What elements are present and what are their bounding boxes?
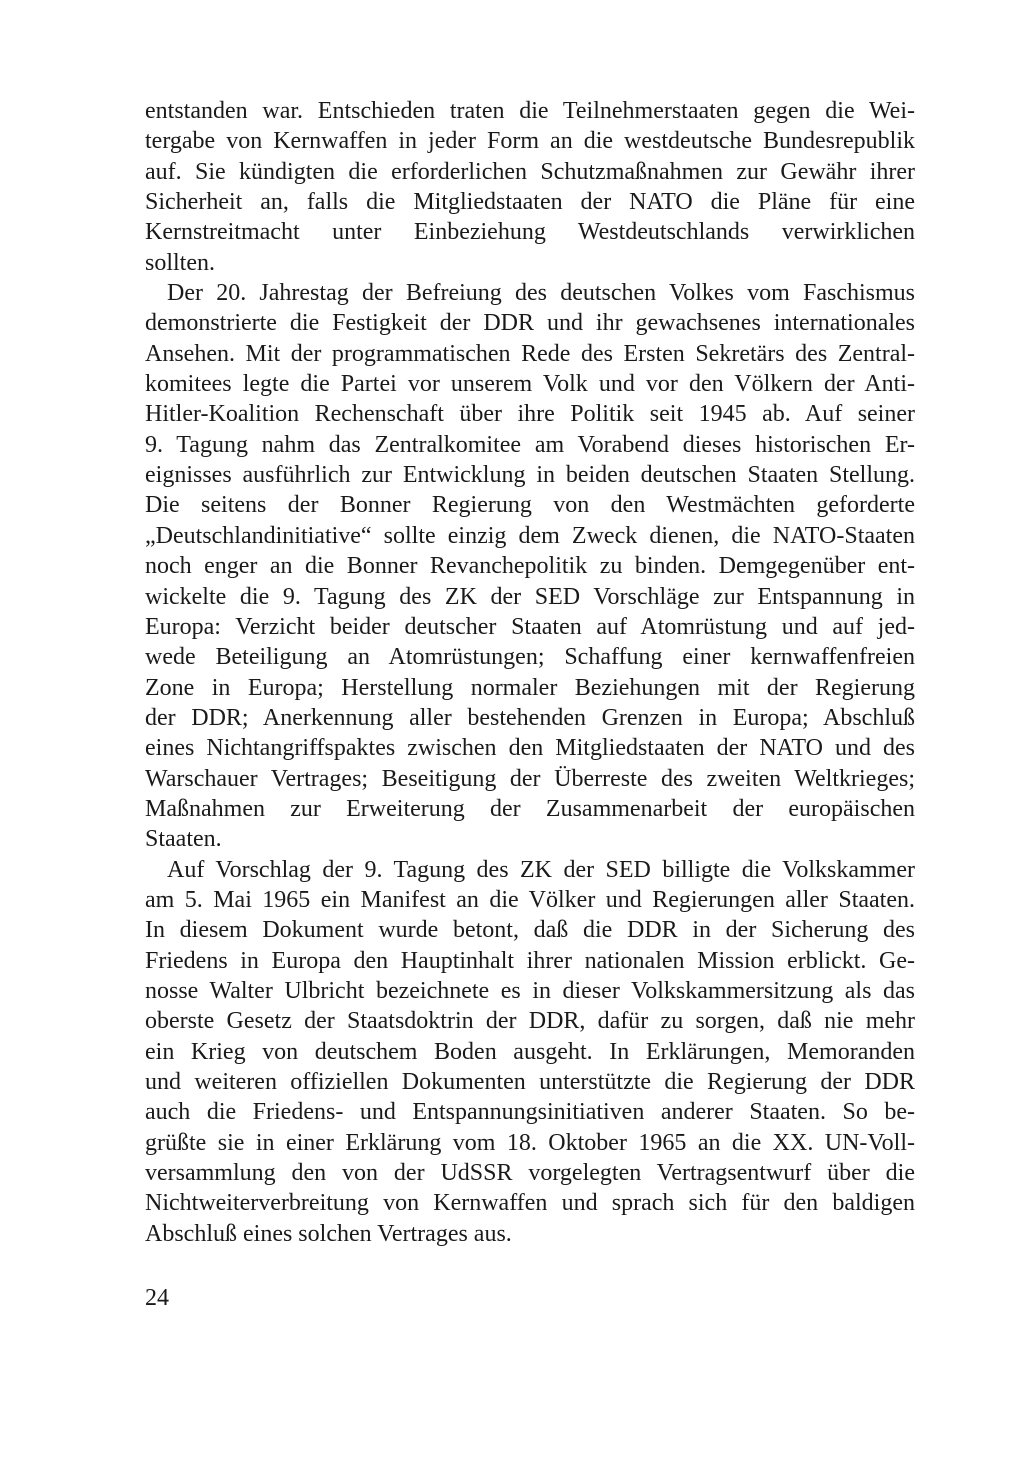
text-line: 9. Tagung nahm das Zentralkomitee am Vorabend dieses historischen Er-	[145, 431, 915, 458]
text-line: eignisses ausführlich zur Entwicklung in beiden deutschen Staaten Stellung.	[145, 462, 915, 489]
text-line: komitees legte die Partei vor unserem Volk und vor den Völkern der Anti-	[145, 371, 915, 398]
text-line: eines Nichtangriffspaktes zwischen den Mitgliedstaaten der NATO und des	[145, 735, 915, 762]
text-line: Hitler-Koalition Rechenschaft über ihre Politik seit 1945 ab. Auf seiner	[145, 401, 915, 428]
text-line: tergabe von Kernwaffen in jeder Form an die westdeutsche Bundesrepublik	[145, 128, 915, 155]
text-line: Ansehen. Mit der programmatischen Rede des Ersten Sekretärs des Zentral-	[145, 340, 915, 367]
paragraph	[145, 278, 915, 855]
text-line: am 5. Mai 1965 ein Manifest an die Völker und Regierungen aller Staaten.	[145, 886, 915, 913]
text-line: Der 20. Jahrestag der Befreiung des deutschen Volkes vom Faschismus	[167, 280, 915, 307]
text-line: „Deutschlandinitiative“ sollte einzig dem Zweck dienen, die NATO-Staaten	[145, 522, 915, 549]
text-line: Kernstreitmacht unter Einbeziehung Westdeutschlands verwirklichen	[145, 219, 915, 246]
text-line: In diesem Dokument wurde betont, daß die DDR in der Sicherung des	[145, 917, 915, 944]
text-line: oberste Gesetz der Staatsdoktrin der DDR, dafür zu sorgen, daß nie mehr	[145, 1008, 915, 1035]
text-line: demonstrierte die Festigkeit der DDR und ihr gewachsenes internationales	[145, 310, 915, 337]
text-line: auf. Sie kündigten die erforderlichen Schutzmaßnahmen zur Gewähr ihrer	[145, 158, 915, 185]
text-line: ein Krieg von deutschem Boden ausgeht. In Erklärungen, Memoranden	[145, 1038, 915, 1065]
text-line: noch enger an die Bonner Revanchepolitik zu binden. Demgegenüber ent-	[145, 553, 915, 580]
text-line: Warschauer Vertrages; Beseitigung der Überreste des zweiten Weltkrieges;	[145, 765, 915, 792]
text-line: Europa: Verzicht beider deutscher Staaten auf Atomrüstung und auf jed-	[145, 613, 915, 640]
text-line: und weiteren offiziellen Dokumenten unterstützte die Regierung der DDR	[145, 1069, 915, 1095]
text-line: Nichtweiterverbreitung von Kernwaffen und sprach sich für den baldigen	[145, 1190, 915, 1217]
text-line: entstanden war. Entschieden traten die Teilnehmerstaaten gegen die Wei-	[145, 98, 915, 124]
text-line: sollten.	[145, 249, 215, 276]
text-line: Maßnahmen zur Erweiterung der Zusammenarbeit der europäischen	[145, 795, 915, 822]
text-line: versammlung den von der UdSSR vorgelegten Vertragsentwurf über die	[145, 1160, 915, 1187]
paragraph	[145, 96, 915, 278]
text-line: wickelte die 9. Tagung des ZK der SED Vorschläge zur Entspannung in	[145, 583, 915, 610]
text-line: Friedens in Europa den Hauptinhalt ihrer nationalen Mission erblickt. Ge-	[145, 947, 915, 974]
text-line: nosse Walter Ulbricht bezeichnete es in dieser Volkskammersitzung als das	[145, 977, 915, 1004]
text-line: grüßte sie in einer Erklärung vom 18. Oktober 1965 an die XX. UN-Voll-	[145, 1129, 915, 1156]
page-number: 24	[145, 1285, 169, 1311]
text-line: Sicherheit an, falls die Mitgliedstaaten der NATO die Pläne für eine	[145, 189, 915, 216]
text-line: auch die Friedens- und Entspannungsinitiativen anderer Staaten. So be-	[145, 1099, 915, 1126]
text-line: Zone in Europa; Herstellung normaler Beziehungen mit der Regierung	[145, 674, 915, 701]
text-line: Abschluß eines solchen Vertrages aus.	[145, 1220, 512, 1247]
paragraph	[145, 855, 915, 1249]
text-line: Die seitens der Bonner Regierung von den Westmächten geforderte	[145, 492, 915, 519]
text-line: wede Beteiligung an Atomrüstungen; Schaffung einer kernwaffenfreien	[145, 644, 915, 671]
text-line: der DDR; Anerkennung aller bestehenden Grenzen in Europa; Abschluß	[145, 704, 915, 731]
text-line: Staaten.	[145, 826, 222, 853]
body-text	[145, 96, 915, 1249]
text-line: Auf Vorschlag der 9. Tagung des ZK der SED billigte die Volkskammer	[167, 856, 915, 883]
